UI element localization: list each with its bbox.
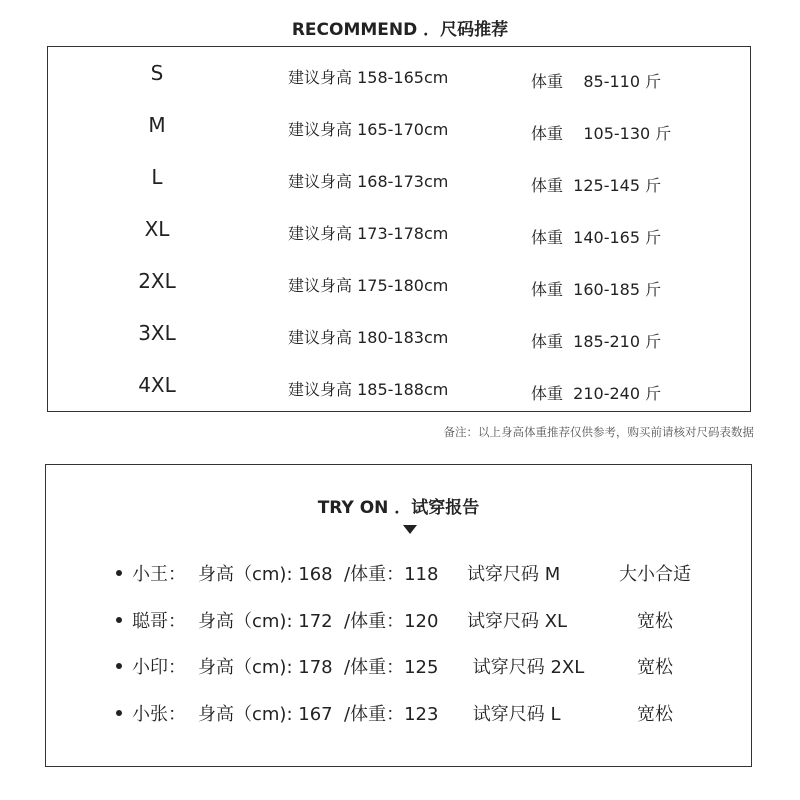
size-row-s: [48, 61, 750, 97]
tester-measurements: 身高（cm): 178 /体重：125: [198, 657, 439, 678]
tryon-row: [46, 607, 751, 637]
tester-name: 小张：: [132, 704, 186, 725]
height-range: 建议身高 158-165cm: [288, 68, 449, 87]
weight-range: 体重 185-210 斤: [531, 332, 662, 351]
tryon-report: [45, 464, 752, 767]
tester-name: 小印：: [132, 657, 186, 678]
height-range: 建议身高 180-183cm: [288, 328, 449, 347]
recommend-note: 备注：以上身高体重推荐仅供参考，购买前请核对尺码表数据: [443, 425, 754, 439]
height-range: 建议身高 175-180cm: [288, 276, 449, 295]
size-row-l: [48, 165, 750, 201]
tried-size: 试穿尺码 2XL: [467, 657, 585, 678]
tester-measurements: 身高（cm): 172 /体重：120: [198, 611, 439, 632]
height-range: 建议身高 168-173cm: [288, 172, 449, 191]
tried-size: 试穿尺码 L: [467, 704, 561, 725]
tryon-row: [46, 560, 751, 590]
tester-name: 聪哥：: [132, 611, 186, 632]
size-row-m: [48, 113, 750, 149]
fit-result: 大小合适: [619, 564, 691, 585]
weight-range: 体重 210-240 斤: [531, 384, 662, 403]
size-label: L: [151, 165, 163, 189]
size-row-3xl: [48, 321, 750, 357]
bullet-icon: [116, 710, 122, 716]
height-range: 建议身高 165-170cm: [288, 120, 449, 139]
recommend-title: RECOMMEND ．尺码推荐: [291, 20, 509, 40]
tryon-row: [46, 653, 751, 683]
height-range: 建议身高 173-178cm: [288, 224, 449, 243]
tester-measurements: 身高（cm): 167 /体重：123: [198, 704, 439, 725]
weight-range: 体重 160-185 斤: [531, 280, 662, 299]
tryon-row: [46, 700, 751, 730]
tried-size: 试穿尺码 XL: [467, 611, 568, 632]
height-range: 建议身高 185-188cm: [288, 380, 449, 399]
size-label: 3XL: [138, 321, 176, 345]
bullet-icon: [116, 570, 122, 576]
down-triangle-icon: [403, 525, 417, 534]
fit-result: 宽松: [637, 611, 673, 632]
size-label: S: [150, 61, 164, 85]
weight-range: 体重 125-145 斤: [531, 176, 662, 195]
size-label: M: [148, 113, 166, 137]
tried-size: 试穿尺码 M: [467, 564, 561, 585]
size-label: XL: [144, 217, 170, 241]
fit-result: 宽松: [637, 704, 673, 725]
tryon-title: TRY ON ．试穿报告: [317, 498, 480, 518]
bullet-icon: [116, 617, 122, 623]
size-label: 4XL: [138, 373, 176, 397]
weight-range: 体重 105-130 斤: [531, 124, 672, 143]
weight-range: 体重 85-110 斤: [531, 72, 662, 91]
size-label: 2XL: [138, 269, 176, 293]
bullet-icon: [116, 663, 122, 669]
size-row-4xl: [48, 373, 750, 409]
tester-measurements: 身高（cm): 168 /体重：118: [198, 564, 439, 585]
fit-result: 宽松: [637, 657, 673, 678]
size-row-2xl: [48, 269, 750, 305]
weight-range: 体重 140-165 斤: [531, 228, 662, 247]
tester-name: 小王：: [132, 564, 186, 585]
size-row-xl: [48, 217, 750, 253]
size-recommend-table: [47, 46, 751, 412]
